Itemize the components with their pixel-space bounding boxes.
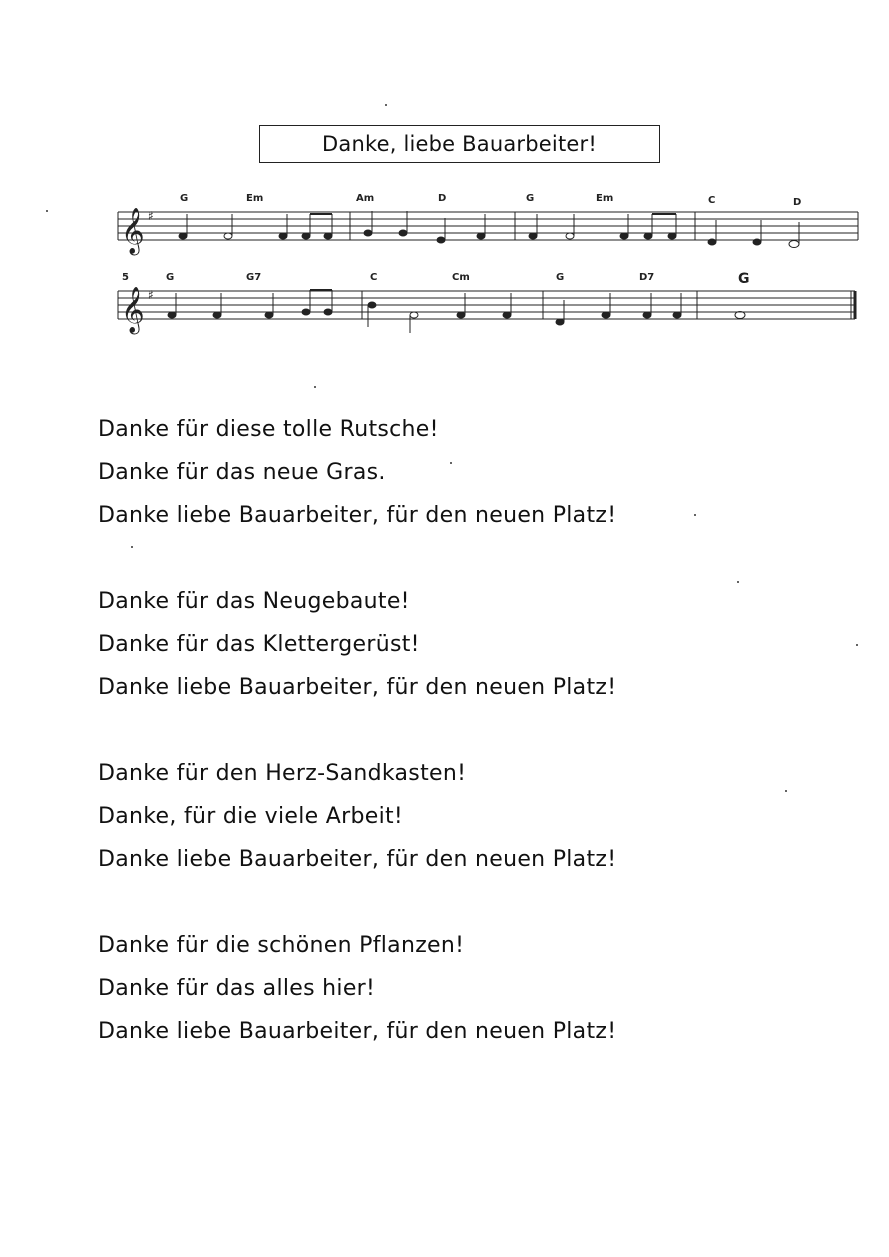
treble-clef-icon-1: 𝄞: [121, 208, 145, 254]
stanza-2: [98, 580, 798, 709]
chord-label: G: [738, 271, 750, 287]
lyric-line: Danke für die schönen Pflanzen!: [98, 933, 465, 958]
staff-2-chords: [122, 271, 750, 287]
chord-label: G: [166, 272, 175, 283]
chord-label: G: [180, 193, 189, 204]
scan-speck: [450, 462, 452, 464]
lyrics: [98, 408, 798, 1096]
chord-label: Am: [356, 193, 375, 204]
scan-speck: [131, 546, 133, 548]
lyric-line: Danke für das Klettergerüst!: [98, 632, 420, 657]
chord-label: Em: [246, 193, 264, 204]
staff-1-notes: [179, 211, 799, 248]
chord-label: D7: [639, 272, 655, 283]
lyric-line: Danke liebe Bauarbeiter, für den neuen Platz!: [98, 675, 617, 700]
staff-1-chords: [180, 193, 801, 208]
lyric-line: Danke für das Neugebaute!: [98, 589, 410, 614]
scan-speck: [385, 104, 387, 106]
lyric-line: Danke liebe Bauarbeiter, für den neuen Platz!: [98, 1019, 617, 1044]
scan-speck: [46, 210, 48, 212]
sheet-music: [0, 0, 889, 360]
scan-speck: [314, 386, 316, 388]
chord-label: D: [793, 197, 802, 208]
chord-label: C: [370, 272, 378, 283]
lyric-line: Danke für diese tolle Rutsche!: [98, 417, 439, 442]
stanza-4: [98, 924, 798, 1053]
staff-2: [118, 291, 855, 319]
scan-speck: [856, 644, 858, 646]
key-signature-sharp-1: ♯: [148, 209, 154, 223]
measure-number: 5: [122, 272, 129, 283]
chord-label: D: [438, 193, 447, 204]
scan-speck: [785, 790, 787, 792]
chord-label: Em: [596, 193, 614, 204]
chord-label: G: [556, 272, 565, 283]
chord-label: G7: [246, 272, 262, 283]
lyric-line: Danke liebe Bauarbeiter, für den neuen Platz!: [98, 847, 617, 872]
chord-label: Cm: [452, 272, 470, 283]
lyric-line: Danke für den Herz-Sandkasten!: [98, 761, 467, 786]
key-signature-sharp-2: ♯: [148, 288, 154, 302]
chord-label: G: [526, 193, 535, 204]
chord-label: C: [708, 195, 716, 206]
scan-speck: [737, 581, 739, 583]
stanza-3: [98, 752, 798, 881]
staff-1: [118, 212, 858, 240]
lyric-line: Danke, für die viele Arbeit!: [98, 804, 404, 829]
song-title: Danke, liebe Bauarbeiter!: [322, 132, 597, 156]
lyric-line: Danke für das alles hier!: [98, 976, 376, 1001]
scan-speck: [694, 514, 696, 516]
treble-clef-icon-2: 𝄞: [121, 287, 145, 333]
lyric-line: Danke liebe Bauarbeiter, für den neuen Platz!: [98, 503, 617, 528]
lyric-line: Danke für das neue Gras.: [98, 460, 386, 485]
stanza-1: [98, 408, 798, 537]
